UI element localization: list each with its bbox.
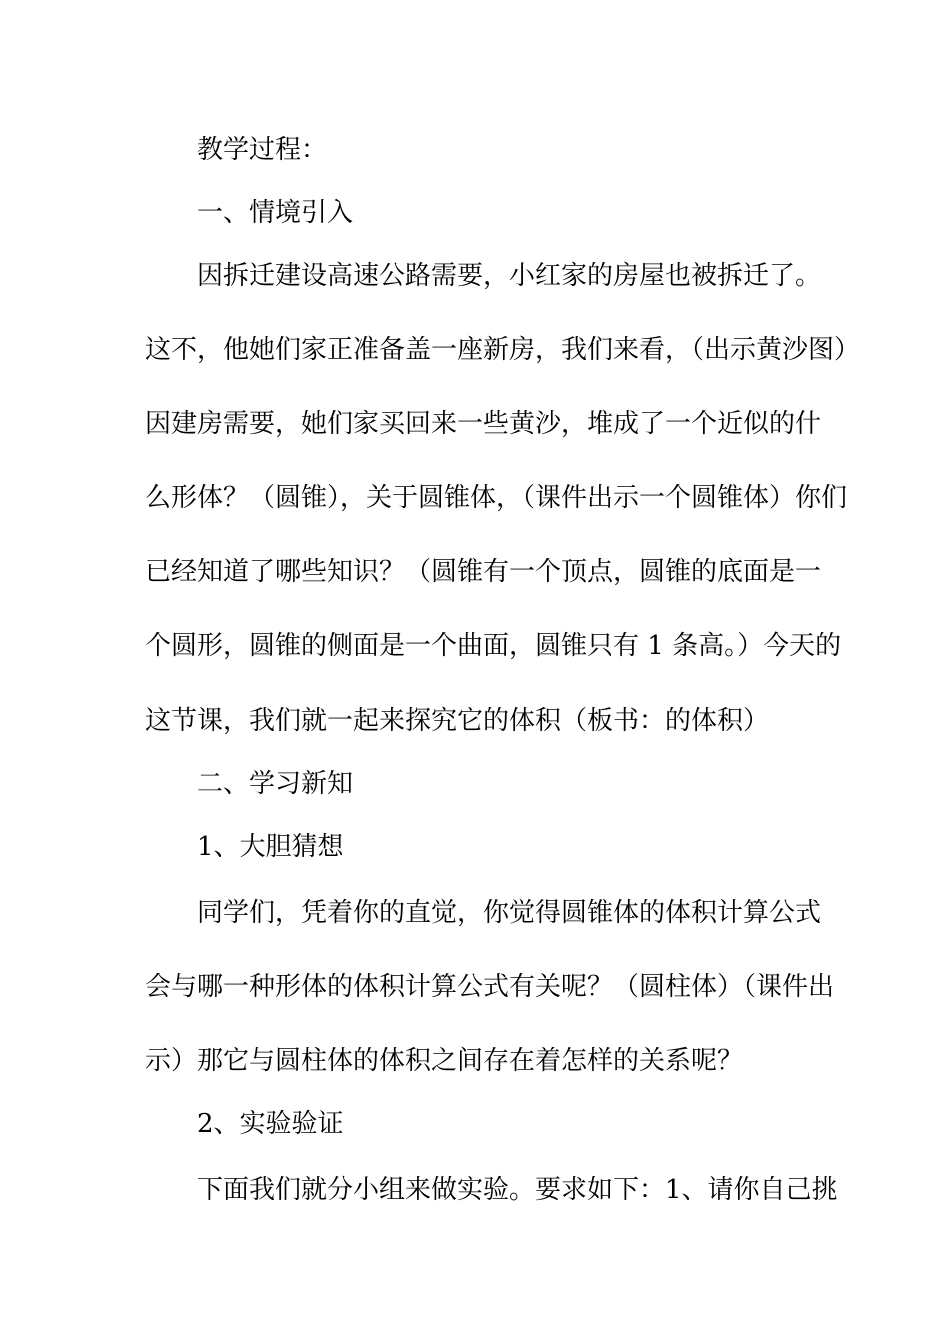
heading-situation-intro: 一、情境引入: [197, 198, 354, 228]
paragraph-line: 示）那它与圆柱体的体积之间存在着怎样的关系呢？: [145, 1046, 744, 1076]
paragraph-line: 同学们，凭着你的直觉，你觉得圆锥体的体积计算公式: [197, 898, 822, 928]
paragraph-line: 这不，他她们家正准备盖一座新房，我们来看，（出示黄沙图）: [145, 335, 861, 365]
heading-teaching-process: 教学过程：: [197, 135, 328, 165]
paragraph-line: 因建房需要，她们家买回来一些黄沙，堆成了一个近似的什: [145, 409, 822, 439]
paragraph-line: 已经知道了哪些知识？（圆锥有一个顶点，圆锥的底面是一: [145, 557, 822, 587]
paragraph-line: 么形体？（圆锥），关于圆锥体，（课件出示一个圆锥体）你们: [145, 483, 848, 513]
paragraph-line: 下面我们就分小组来做实验。要求如下：1、请你自己挑: [197, 1175, 838, 1205]
paragraph-line: 因拆迁建设高速公路需要，小红家的房屋也被拆迁了。: [197, 261, 822, 291]
paragraph-line: 个圆形，圆锥的侧面是一个曲面，圆锥只有 1 条高。）今天的: [145, 631, 842, 661]
heading-learn-new: 二、学习新知: [197, 769, 354, 799]
heading-bold-guess: 1、大胆猜想: [197, 832, 344, 862]
heading-experiment-verify: 2、实验验证: [197, 1109, 344, 1139]
paragraph-line: 会与哪一种形体的体积计算公式有关呢？（圆柱体）（课件出: [145, 972, 835, 1002]
paragraph-line: 这节课，我们就一起来探究它的体积（板书：的体积）: [145, 706, 770, 736]
